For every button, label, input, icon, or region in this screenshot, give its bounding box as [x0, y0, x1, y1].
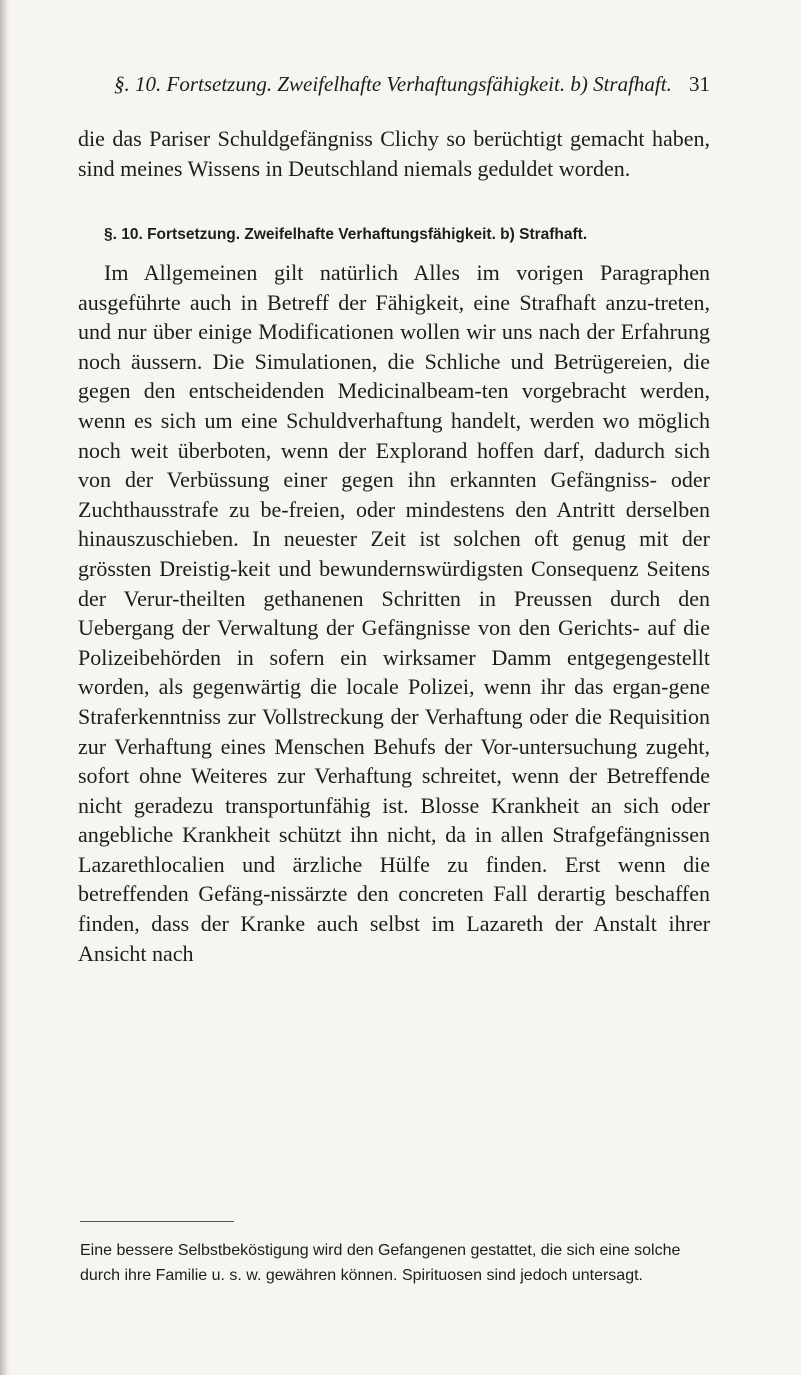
page-number: 31: [689, 72, 710, 96]
section-heading: §. 10. Fortsetzung. Zweifelhafte Verhaftungsfähigkeit. b) Strafhaft.: [104, 226, 588, 243]
paragraph-continuation: die das Pariser Schuldgefängniss Clichy so berüchtigt gemacht haben, sind meines Wissens in Deutschland niemals geduldet worden.: [78, 126, 710, 181]
page-edge-shadow: [0, 0, 10, 1375]
footnote: Eine bessere Selbstbeköstigung wird den Gefangenen gestattet, die sich eine solche durch ihre Familie u. s. w. gewähren können. Spirituosen sind jedoch untersagt.: [80, 1242, 681, 1284]
running-head-title: §. 10. Fortsetzung. Zweifelhafte Verhaftungsfähigkeit. b) Strafhaft.: [114, 72, 672, 96]
running-head: [114, 72, 710, 104]
footnote-divider: [80, 1221, 234, 1222]
paragraph-main: Im Allgemeinen gilt natürlich Alles im vorigen Paragraphen ausgeführte auch in Betreff der Fähigkeit, eine Strafhaft anzu-treten, und nur über einige Modificationen wollen wir uns nach der Erfahrung noch äussern. Die Simulationen, die Schliche und Betrügereien, die gegen den entscheidenden Medicinalbeam-ten vorgebracht werden, wenn es sich um eine Schuldverhaftung handelt, werden wo möglich noch weit überboten, wenn der Explorand hoffen darf, dadurch sich von der Verbüssung einer gegen ihn erkannten Gefängniss- oder Zuchthausstrafe zu be-freien, oder mindestens den Antritt derselben hinauszuschieben. In neuester Zeit ist solchen oft genug mit der grössten Dreistig-keit und bewundernswürdigsten Consequenz Seitens der Verur-theilten gethanenen Schritten in Preussen durch den Uebergang der Verwaltung der Gefängnisse von den Gerichts- auf die Polizeibehörden in sofern ein wirksamer Damm entgegengestellt worden, als gegenwärtig die locale Polizei, wenn ihr das ergan-gene Straferkenntniss zur Vollstreckung der Verhaftung oder die Requisition zur Verhaftung eines Menschen Behufs der Vor-untersuchung zugeht, sofort ohne Weiteres zur Verhaftung schreitet, wenn der Betreffende nicht geradezu transportunfähig ist. Blosse Krankheit an sich oder angebliche Krankheit schützt ihn nicht, da in allen Strafgefängnissen Lazarethlocalien und ärzliche Hülfe zu finden. Erst wenn die betreffenden Gefäng-nissärzte den concreten Fall derartig beschaffen finden, dass der Kranke auch selbst im Lazareth der Anstalt ihrer Ansicht nach: [78, 260, 710, 966]
